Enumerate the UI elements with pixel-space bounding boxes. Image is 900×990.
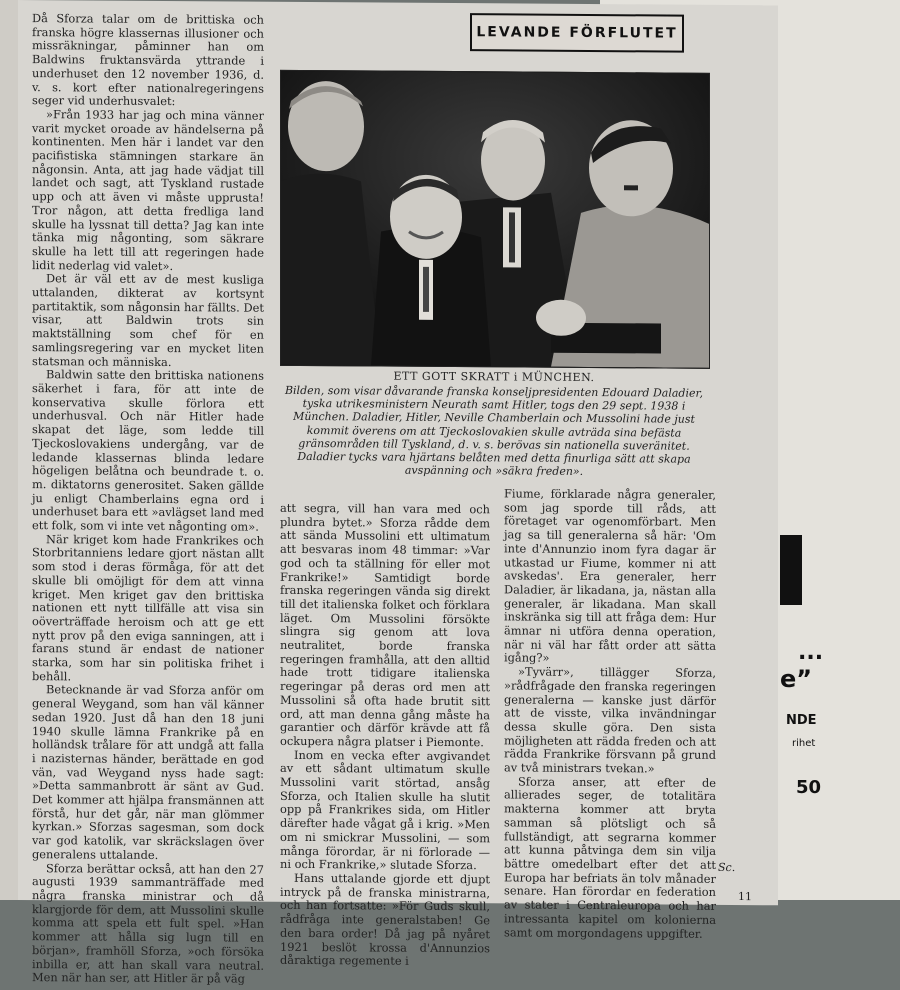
right-column — [504, 487, 716, 941]
magazine-page — [18, 0, 778, 986]
page-number: 11 — [738, 890, 752, 904]
paragraph: Inom en vecka efter avgivandet av ett sådant ultimatum skulle Mussolini varit störtad, ansåg Sforza, och Italien skulle ha slutit opp på Frankrikes sida, om Hitler därefter hade vågat gå i krig. »Men om ni smickrar Mussolini, — som många förordar, är ni förlorade — ni och Frankrike,» slutade Sforza. — [280, 747, 490, 873]
next-page-fragment: NDE — [786, 713, 817, 728]
next-page-fragment: e” — [780, 665, 813, 693]
paragraph: Sforza anser, att efter de allierades seger, de totalitära makterna kommer att bryta samman så plötsligt och så fullständigt, att segrarna kommer att kunna påtvinga dem sin vilja bättre omedelbart efter det att Europa har befriats än tolv månader senare. Han förordar en federation av stater i Centraleuropa och har intressanta kapitel om kolonierna samt om morgondagens uppgifter. — [504, 774, 716, 941]
author-signature: Sc. — [718, 860, 736, 875]
paragraph: »Från 1933 har jag och mina vänner varit mycket oroade av händelserna på kontinenten. Men här i landet var den pacifistiska stämningen starkare än någonsin. Anta, att jag hade vädjat till landet och sagt, att Tyskland rustade upp och att även vi måste upprusta! Tror någon, att detta fredliga land skulle ha lyssnat till detta? Jag kan inte tänka mig någonting, som säkrare skulle ha lett till att regeringen hade lidit nederlag vid valet». — [32, 107, 264, 273]
next-page-fragment: ... — [798, 640, 824, 665]
paragraph: När kriget kom hade Frankrikes och Storbritanniens ledare gjort nästan allt som stod i deras förmåga, för att det skulle bli omöjligt för dem att vinna kriget. Men kriget gav den brittiska nationen ett nytt tillfälle att visa sin oöverträffade heroism och att ge ett nytt prov på den eviga sanningen, att i farans stund är endast de nationer starka, som har sin politiska frihet i behåll. — [32, 531, 264, 684]
paragraph: »Tyvärr», tillägger Sforza, »rådfrågade den franska regeringen generalerna — kanske just därför att de visste, vilka invändningar dessa skulle göra. Den sista möjligheten att rädda freden och att rädda Frankrike försvann på grund av två ministrars tvekan.» — [504, 664, 716, 776]
section-header: LEVANDE FÖRFLUTET — [470, 13, 684, 52]
news-photo — [280, 70, 710, 369]
paragraph: Sforza berättar också, att han den 27 augusti 1939 sammanträffade med några franska ministrar och då klargjorde för dem, att Mussolini skulle komma att spela ett fult spel. »Han kommer att hålla sig lugn till en början», framhöll Sforza, »och försöka inbilla er, att han skall vara neutral. Men när han ser, att Hitler är på väg — [32, 860, 264, 986]
paragraph: Det är väl ett av de mest kusliga uttalanden, dikterat av kortsynt partitaktik, som någonsin har fällts. Det visar, att Baldwin trots sin maktställning som chef för en samlingsregering var en mycket liten statsman och människa. — [32, 271, 264, 369]
photo-caption: Bilden, som visar dåvarande franska konseljpresidenten Edouard Daladier, tyska utrikesministern Neurath samt Hitler, togs den 29 sept. 1938 i München. Daladier, Hitler, Neville Chamberlain och Mussolini hade just kommit överens om att Tjeckoslovakien skulle avträda sina befästa gränsområden till Tyskland, d. v. s. berövas sin nationella suveränitet. Daladier tycks vara hjärtans belåten med detta finurliga sätt att skapa avspänning och »säkra freden». — [284, 383, 704, 479]
photo-title: ETT GOTT SKRATT i MÜNCHEN. — [393, 369, 595, 385]
next-page-block — [780, 535, 802, 605]
middle-column — [280, 502, 490, 969]
paragraph: att segra, vill han vara med och plundra bytet.» Sforza rådde dem att sända Mussolini ett ultimatum att besvaras inom 48 timmar: »Var god och ta ställning för eller mot Frankrike!» Samtidigt borde franska regeringen vända sig direkt till det italienska folket och förklara läget. Om Mussolini försökte slingra sig genom att lova neutralitet, borde franska regeringen framhålla, att den alltid hade trott tidigare italienska regeringar på deras ord men att Mussolini så ofta hade brutit sitt ord, att man denna gång måste ha garantier och därför krävde att få ockupera några platser i Piemonte. — [280, 500, 490, 750]
left-column — [32, 12, 264, 987]
paragraph: Fiume, förklarade några generaler, som jag sporde till råds, att företaget var ogenomförbart. Men jag sa till generalerna så här: 'Om inte d'Annunzio inom fyra dagar är utkastad ur Fiume, kommer ni att avskedas'. Era generaler, herr Daladier, är likadana, ja, nästan alla generaler, är likadana. Man skall inskränka sig till att fråga dem: Hur ämnar ni utföra denna operation, när ni väl har fått order att sätta igång?» — [504, 486, 716, 666]
next-page-fragment: rihet — [792, 738, 816, 749]
paragraph: Hans uttalande gjorde ett djupt intryck på de franska ministrarna, och han fortsatte: »För Guds skull, rådfråga inte generalstaben! Ge den bara order! Då jag på nyåret 1921 beslöt krossa d'Annunzios dåraktiga regemente i — [280, 870, 490, 968]
next-page-fragment: 50 — [796, 777, 822, 798]
paragraph: Baldwin satte den brittiska nationens säkerhet i fara, för att inte de konservativa skulle förlora ett underhusval. Och när Hitler hade skapat det läge, som ledde till Tjeckoslovakiens undergång, var de ledande klassernas blinda ledare högeligen belåtna och beundrade t. o. m. diktatorns generositet. Saken gällde ju enligt Chamberlains egna ord i underhuset bara ett »avlägset land med ett folk, som vi inte vet någonting om». — [32, 367, 264, 534]
previous-page-edge — [0, 0, 18, 900]
paragraph: Betecknande är vad Sforza anför om general Weygand, som han väl känner sedan 1920. Just då han den 18 juni 1940 skulle lämna Frankrike på en holländsk trålare för att undgå att falla i nazisternas händer, berättade en god vän, vad Weygand nyss hade sagt: »Detta sammanbrott är sänt av Gud. Det kommer att hjälpa fransmännen att förstå, hur det går, när man glömmer kyrkan.» Sforzas sagesman, som dock var god katolik, var skräckslagen över generalens uttalande. — [32, 682, 264, 862]
photo-figures — [281, 71, 709, 368]
paragraph: Då Sforza talar om de brittiska och franska högre klassernas illusioner och missräkningar, påminner han om Baldwins fruktansvärda yttrande i underhuset den 12 november 1936, d. v. s. kort efter nationalregeringens seger vid underhusvalet: — [32, 11, 264, 109]
